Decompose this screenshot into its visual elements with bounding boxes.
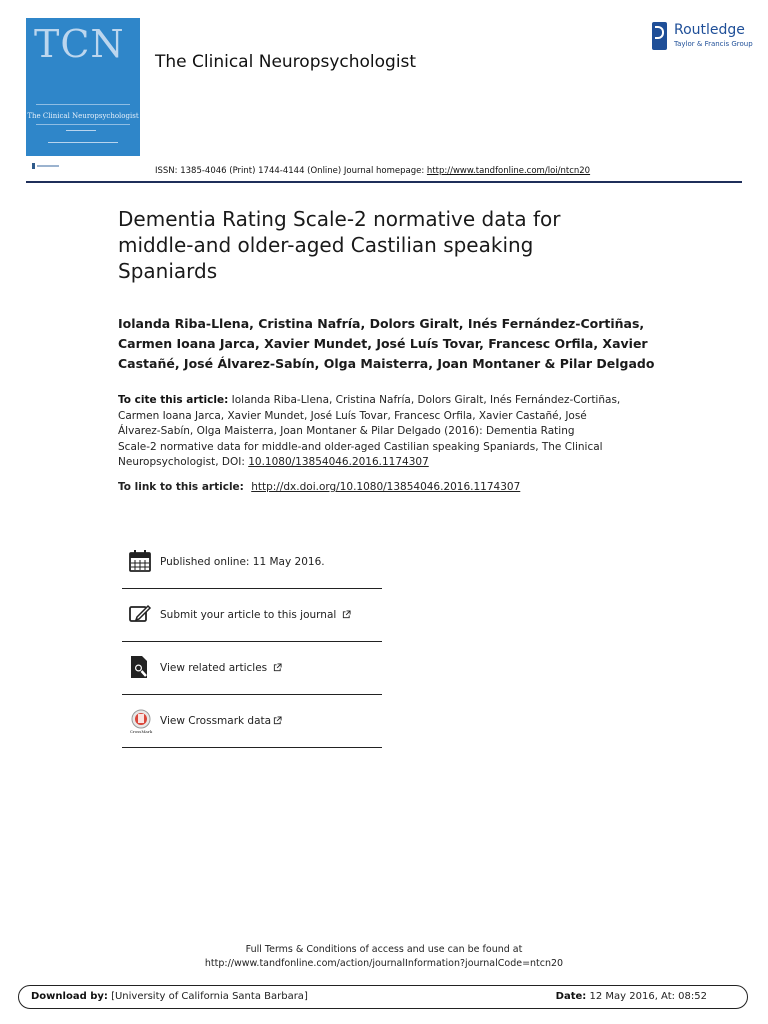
cite-line: Álvarez-Sabín, Olga Maisterra, Joan Montaner & Pilar Delgado (2016): Dementia Rating: [118, 425, 575, 437]
crossmark-icon-label: CrossMark: [129, 729, 153, 734]
external-link-icon: [273, 663, 282, 672]
cover-abbrev: TCN: [34, 22, 125, 66]
journal-title: The Clinical Neuropsychologist: [155, 52, 417, 72]
cite-line: Scale-2 normative data for middle-and older-aged Castilian speaking Spaniards, The Clinical: [118, 440, 603, 453]
link-label: To link to this article:: [118, 481, 244, 493]
submit-article-label: Submit your article to this journal: [160, 609, 337, 621]
authors-line: Castañé, José Álvarez-Sabín, Olga Maisterra, Joan Montaner & Pilar Delgado: [118, 356, 655, 371]
related-articles-label: View related articles: [160, 662, 268, 674]
article-title-line: middle-and older-aged Castilian speaking: [118, 233, 534, 257]
terms-line: Full Terms & Conditions of access and use can be found at: [245, 944, 523, 955]
edit-document-icon: [128, 602, 154, 628]
crossmark-link[interactable]: [160, 715, 282, 727]
cover-divider: [36, 124, 130, 125]
publisher-name: Routledge: [674, 22, 745, 38]
related-articles-link[interactable]: [160, 662, 282, 674]
cover-decoration: [66, 130, 96, 137]
date-label: Date:: [555, 991, 587, 1002]
publisher-logo: [652, 22, 752, 52]
issn-text: ISSN: 1385-4046 (Print) 1744-4144 (Online) Journal homepage:: [155, 166, 425, 176]
cite-line: Neuropsychologist, DOI:: [118, 456, 245, 468]
terms-url: http://www.tandfonline.com/action/journalInformation?journalCode=ntcn20: [204, 958, 564, 969]
crossmark-label: View Crossmark data: [160, 715, 272, 727]
external-link-icon: [342, 610, 351, 619]
calendar-icon: [128, 549, 154, 575]
crossmark-icon: [128, 708, 154, 734]
article-link-line: [118, 481, 678, 493]
download-label: Download by:: [31, 991, 108, 1002]
cite-label: To cite this article:: [118, 394, 229, 406]
publisher-group: Taylor & Francis Group: [674, 40, 753, 48]
submit-article-link[interactable]: [160, 609, 351, 621]
published-date: Published online: 11 May 2016.: [160, 556, 325, 568]
document-search-icon: [128, 655, 154, 681]
cover-journal-name: The Clinical Neuropsychologist: [27, 112, 139, 120]
cover-footer: [26, 156, 140, 178]
doi-link[interactable]: 10.1080/13854046.2016.1174307: [248, 456, 429, 468]
authors-line: Carmen Ioana Jarca, Xavier Mundet, José Luís Tovar, Francesc Orfila, Xavier: [118, 336, 648, 351]
download-institution: [University of California Santa Barbara]: [111, 991, 308, 1002]
citation-block: [118, 393, 658, 471]
submit-article-row[interactable]: [122, 589, 382, 642]
article-authors: [118, 314, 678, 374]
external-link-icon: [273, 716, 282, 725]
download-date: 12 May 2016, At: 08:52: [589, 991, 707, 1002]
authors-line: Iolanda Riba-Llena, Cristina Nafría, Dolors Giralt, Inés Fernández-Cortiñas,: [118, 316, 645, 331]
routledge-mark-icon: [652, 22, 667, 50]
download-info-bar: [18, 985, 748, 1009]
issn-line: [155, 166, 590, 176]
cite-line: Iolanda Riba-Llena, Cristina Nafría, Dolors Giralt, Inés Fernández-Cortiñas,: [231, 394, 621, 406]
published-online-row: [122, 536, 382, 589]
journal-homepage-link[interactable]: http://www.tandfonline.com/loi/ntcn20: [426, 166, 591, 176]
article-title: [118, 206, 678, 284]
terms-notice: [0, 943, 768, 971]
article-doi-url-link[interactable]: http://dx.doi.org/10.1080/13854046.2016.1174307: [251, 481, 521, 493]
related-articles-row[interactable]: [122, 642, 382, 695]
journal-cover: [26, 18, 140, 156]
article-title-line: Spaniards: [118, 259, 218, 283]
cover-divider: [36, 104, 130, 105]
cite-line: Carmen Ioana Jarca, Xavier Mundet, José Luís Tovar, Francesc Orfila, Xavier Castañé, José: [118, 409, 587, 422]
header-rule: [26, 181, 742, 183]
cover-decoration: [48, 142, 118, 149]
article-info-list: [122, 536, 382, 748]
article-title-line: Dementia Rating Scale-2 normative data for: [118, 207, 561, 231]
cover-publisher-logo: [32, 162, 60, 172]
crossmark-row[interactable]: [122, 695, 382, 748]
